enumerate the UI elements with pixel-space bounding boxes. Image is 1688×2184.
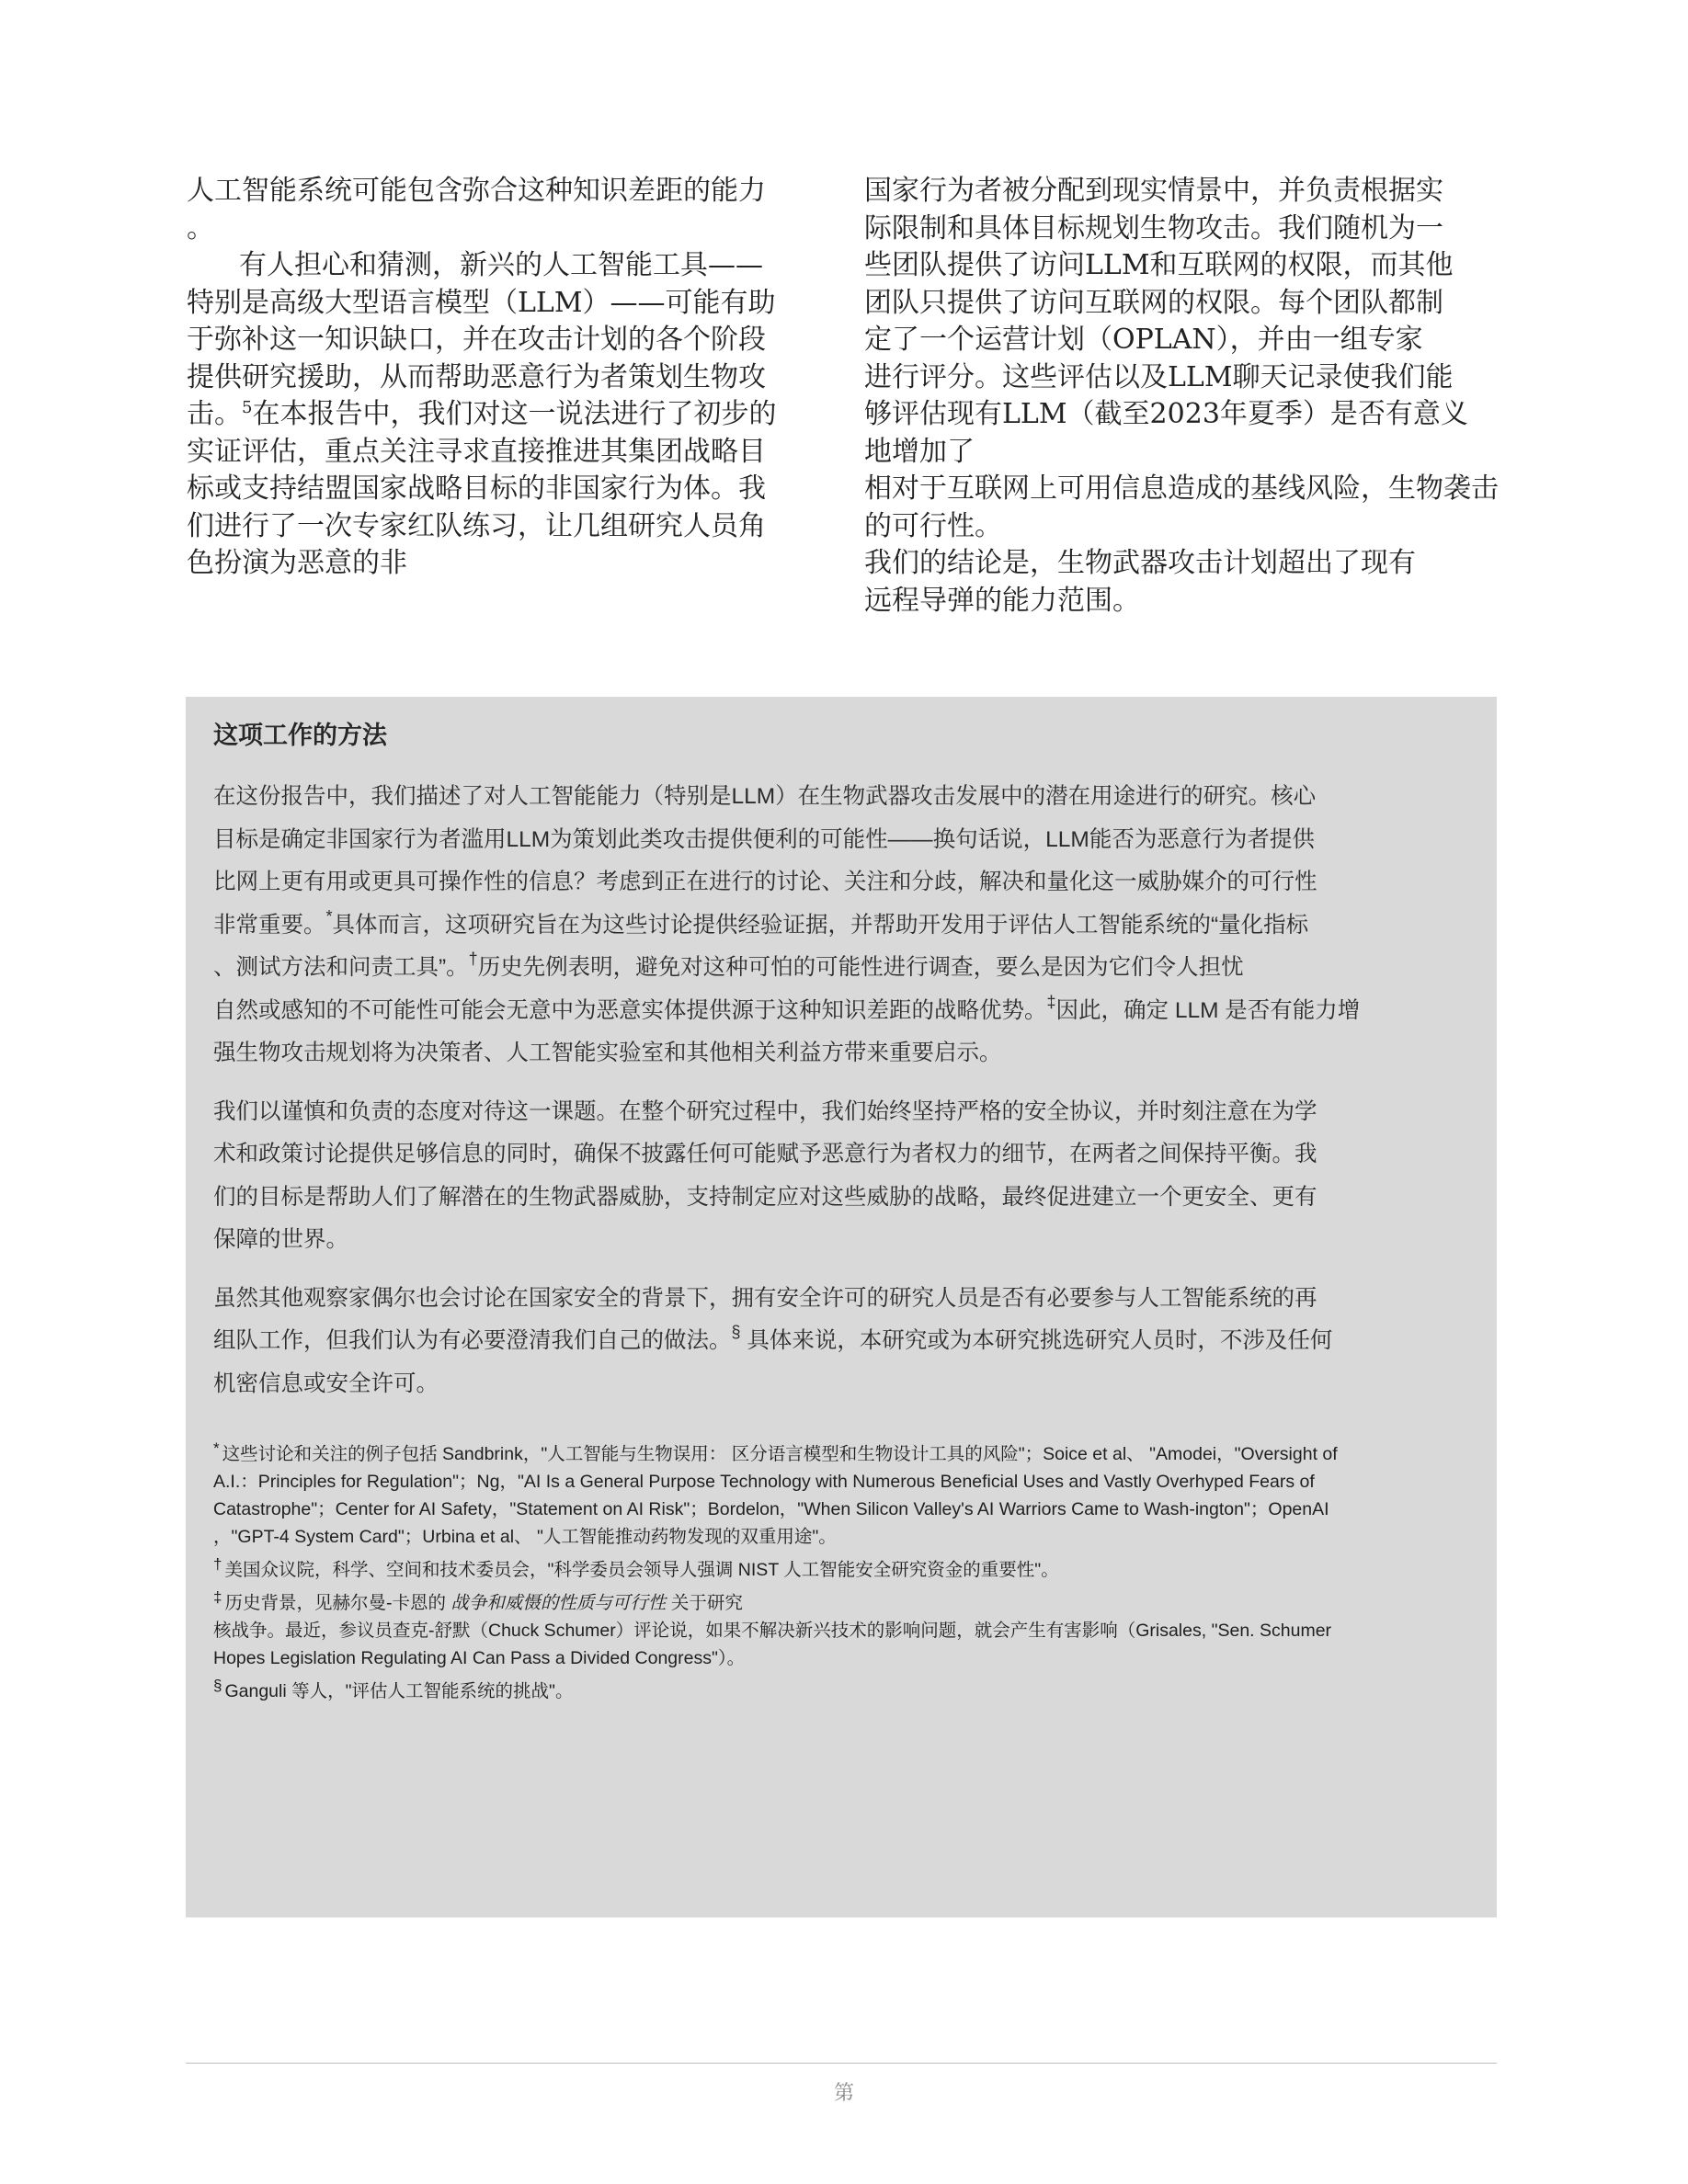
footnote-double-dagger: ‡ 历史背景，见赫尔曼-卡恩的 战争和威慑的性质与可行性 关于研究 核战争。最近，参议员查克-舒默（Chuck Schumer）评论说，如果不解决新兴技术的影响问题，就会产生有害影响（Grisales, "Sen. Schumer Hopes Legislation Regulating AI Can Pass a Divided Congress"）。 [213, 1588, 1332, 1668]
left-paragraph-2: 有人担心和猜测，新兴的人工智能工具—— 特别是高级大型语言模型（LLM）——可能有助 于弥补这一知识缺口，并在攻击计划的各个阶段 提供研究援助，从而帮助恶意行为者策划生物攻 击。$^5$在本报告中，我们对这一说法进行了初步的 实证评估，重点关注寻求直接推进其集团战略目 标或支持结盟国家战略目标的非国家行为体。我 们进行了一次专家红队练习，让几组研究人员角 色扮演为恶意的非 [187, 249, 777, 579]
footnote-ref-double-dagger: ‡ [1046, 992, 1056, 1011]
box-paragraph-1: 在这份报告中，我们描述了对人工智能能力（特别是LLM）在生物武器攻击发展中的潜在用途进行的研究。核心 目标是确定非国家行为者滥用LLM为策划此类攻击提供便利的可能性——换句话说，LLM能否为恶意行为者提供 比网上更有用或更具可操作性的信息？考虑到正在进行的讨论、关注和分歧，解决和量化这一威胁媒介的可行性 非常重要。*具体而言，这项研究旨在为这些讨论提供经验证据，并帮助开发用于评估人工智能系统的“量化指标 、测试方法和问责工具”。†历史先例表明，避免对这种可怕的可能性进行调查，要么是因为它们令人担忧 自然或感知的不可能性可能会无意中为恶意实体提供源于这种知识差距的战略优势。‡因此，确定 LLM 是否有能力增 强生物攻击规划将为决策者、人工智能实验室和其他相关利益方带来重要启示。 [213, 784, 1361, 1065]
left-paragraph-1: 人工智能系统可能包含弥合这种知识差距的能力 。 [187, 175, 766, 245]
methodology-box [186, 697, 1497, 1917]
footer-divider [186, 2063, 1497, 2064]
footnote-star: * 这些讨论和关注的例子包括 Sandbrink，"人工智能与生物误用： 区分语言模型和生物设计工具的风险"；Soice et al、 "Amodei，"Oversight of A.I.：Principles for Regulation"；Ng，"AI Is a General Purpose Technology with Numerous Beneficial Uses and Vastly Overhyped Fears of Catastrophe"；Center for AI Safety，"Statement on AI Risk"；Bordelon，"When Silicon Valley's AI Warriors Came to Wash-ington"；OpenAI ，"GPT-4 System Card"；Urbina et al、 "人工智能推动药物发现的双重用途"。 [213, 1439, 1338, 1547]
footnote-section: § Ganguli 等人，"评估人工智能系统的挑战"。 [213, 1677, 574, 1701]
footnote-ref-dagger: † [468, 950, 478, 968]
box-title: 这项工作的方法 [213, 722, 387, 749]
box-paragraph-2: 我们以谨慎和负责的态度对待这一课题。在整个研究过程中，我们始终坚持严格的安全协议，并时刻注意在为学 术和政策讨论提供足够信息的同时，确保不披露任何可能赋予恶意行为者权力的细节，在两者之间保持平衡。我 们的目标是帮助人们了解潜在的生物武器威胁，支持制定应对这些威胁的战略，最终促进建立一个更安全、更有 保障的世界。 [213, 1098, 1317, 1252]
page-number: 第 [833, 2082, 854, 2105]
footnote-ref-5: 5 [242, 398, 253, 417]
left-column [187, 173, 803, 583]
book-title: 战争和威慑的性质与可行性 [451, 1593, 667, 1613]
footnote-ref-section: § [731, 1323, 741, 1341]
footnotes [213, 1440, 1473, 1705]
footnote-ref-star: * [325, 906, 333, 926]
footnote-dagger: † 美国众议院，科学、空间和技术委员会，"科学委员会领导人强调 NIST 人工智能安全研究资金的重要性"。 [213, 1555, 1059, 1580]
right-paragraph: 国家行为者被分配到现实情景中，并负责根据实 际限制和具体目标规划生物攻击。我们随机为一 些团队提供了访问LLM和互联网的权限，而其他 团队只提供了访问互联网的权限。每个团队都制 定了一个运营计划（OPLAN），并由一组专家 进行评分。这些评估以及LLM聊天记录使我们能 够评估现有LLM（截至2023年夏季）是否有意义 地增加了 相对于互联网上可用信息造成的基线风险，生物袭击 的可行性。 我们的结论是，生物武器攻击计划超出了现有 远程导弹的能力范围。 [864, 175, 1499, 617]
box-paragraph-3: 虽然其他观察家偶尔也会讨论在国家安全的背景下，拥有安全许可的研究人员是否有必要参与人工智能系统的再 组队工作，但我们认为有必要澄清我们自己的做法。§ 具体来说，本研究或为本研究挑选研究人员时，不涉及任何 机密信息或安全许可。 [213, 1285, 1333, 1396]
right-column [864, 173, 1563, 620]
